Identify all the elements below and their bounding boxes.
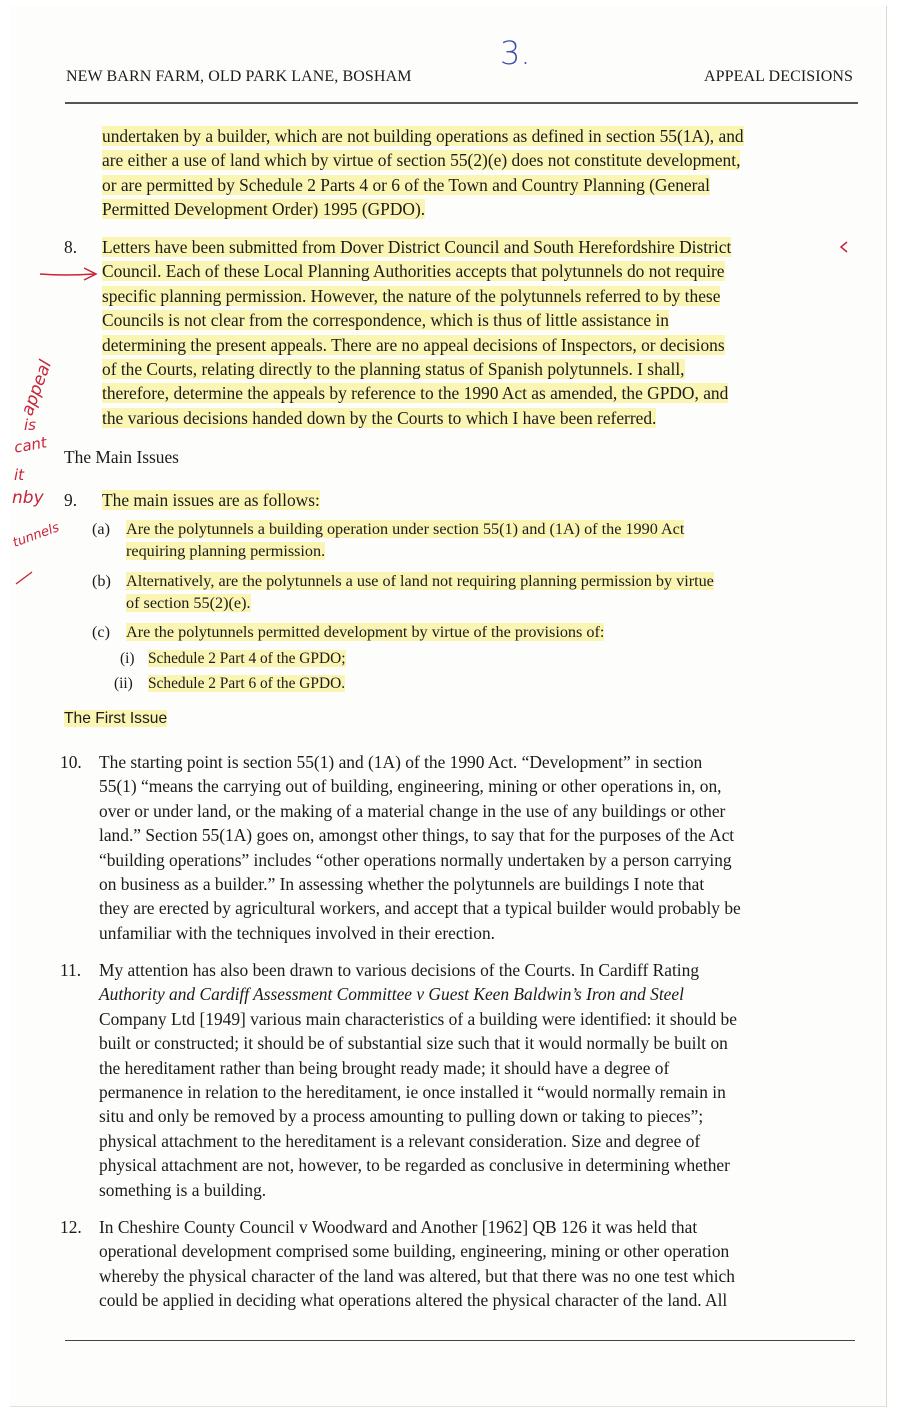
para11-line: Authority and Cardiff Assessment Committee v Guest Keen Baldwin’s Iron and Steel — [99, 984, 684, 1005]
para10-number: 10. — [60, 752, 82, 772]
para8-line: specific planning permission. However, the nature of the polytunnels referred to by these — [102, 285, 721, 306]
para7-line: or are permitted by Schedule 2 Parts 4 or 6 of the Town and Country Planning (General — [102, 174, 710, 195]
para11-line: something is a building. — [99, 1179, 267, 1200]
para8-line: Councils is not clear from the correspondence, which is thus of little assistance in — [102, 310, 669, 331]
para7-line: Permitted Development Order) 1995 (GPDO). — [102, 199, 426, 220]
para10-line: they are erected by agricultural workers, and accept that a typical builder would probably be — [99, 898, 741, 919]
annotation-word: is — [24, 416, 36, 434]
handwritten-page-number: 3. — [500, 34, 531, 72]
para10-line: on business as a builder.” In assessing whether the polytunnels are buildings I note that — [99, 874, 705, 895]
issue-tag: (b) — [92, 572, 111, 590]
annotation-word: appeal — [17, 357, 57, 419]
header-site-name: NEW BARN FARM, OLD PARK LANE, BOSHAM — [66, 68, 412, 85]
heading-main-issues: The Main Issues — [64, 447, 179, 467]
para11-line: physical attachment to the hereditament is a relevant consideration. Size and degree of — [99, 1130, 701, 1151]
para9-intro-text: The main issues are as follows: — [102, 490, 320, 510]
issue-tag: (a) — [92, 520, 110, 538]
issue-line: of section 55(2)(e). — [126, 594, 251, 612]
annotation-word: tunnels — [10, 520, 62, 551]
para10-line: over or under land, or the making of a material change in the use of any buildings or other — [99, 800, 726, 821]
para8-line: the various decisions handed down by the Courts to which I have been referred. — [102, 407, 657, 428]
annotation-word: nby — [12, 488, 44, 508]
para11-number: 11. — [60, 960, 82, 980]
para10-line: “building operations” includes “other operations normally undertaken by a person carrying — [99, 849, 732, 870]
annotation-word: cant — [12, 433, 49, 457]
para11-line: the hereditament rather than being brought ready made; it should have a degree of — [99, 1057, 670, 1078]
para10-line: unfamiliar with the techniques involved in their erection. — [99, 922, 496, 943]
para8-line: Letters have been submitted from Dover District Council and South Herefordshire District — [102, 237, 732, 257]
annotation-strokes — [10, 6, 886, 1406]
margin-tick-icon — [841, 242, 847, 252]
issue-line: Are the polytunnels a building operation under section 55(1) and (1A) of the 1990 Act — [126, 520, 685, 538]
issue-line: Are the polytunnels permitted development by virtue of the provisions of: — [126, 623, 605, 641]
para12-line: operational development comprised some building, engineering, mining or other operation — [99, 1241, 730, 1262]
para10-line: 55(1) “means the carrying out of building, engineering, mining or other operations in, on, — [99, 776, 722, 797]
para7-line: undertaken by a builder, which are not building operations as defined in section 55(1A), and — [102, 126, 744, 146]
para11-line: situ and only be removed by a process amounting to pulling down or taking to pieces”; — [99, 1106, 704, 1127]
issue-line: Alternatively, are the polytunnels a use of land not requiring planning permission by virtue — [126, 572, 714, 590]
annotation-arrow-icon — [40, 274, 94, 275]
para12-line: could be applied in deciding what operations altered the physical character of the land. All — [99, 1290, 728, 1311]
para11-line: Company Ltd [1949] various main characteristics of a building were identified: it should be — [99, 1008, 737, 1029]
heading-first-issue-text: The First Issue — [64, 710, 168, 727]
para8-line: of the Courts, relating directly to the planning status of Spanish polytunnels. I shall, — [102, 359, 685, 380]
subitem-tag: (ii) — [114, 675, 133, 692]
annotation-word: it — [14, 466, 25, 484]
document-page — [10, 6, 887, 1407]
para8-line: determining the present appeals. There are no appeal decisions of Inspectors, or decisions — [102, 334, 725, 355]
para9-number: 9. — [64, 490, 78, 510]
para11-line: My attention has also been drawn to various decisions of the Courts. In Cardiff Rating — [99, 960, 700, 980]
para8-line: Council. Each of these Local Planning Authorities accepts that polytunnels do not require — [102, 261, 725, 282]
para11-line: permanence in relation to the hereditament, ie once installed it “would normally remain in — [99, 1082, 726, 1103]
subitem-line: Schedule 2 Part 4 of the GPDO; — [148, 650, 346, 667]
para8-number: 8. — [64, 237, 78, 257]
para12-number: 12. — [60, 1217, 82, 1237]
para8-line: therefore, determine the appeals by reference to the 1990 Act as amended, the GPDO, and — [102, 383, 729, 404]
subitem-tag: (i) — [120, 650, 135, 667]
header-document-type: APPEAL DECISIONS — [704, 68, 854, 85]
para11-line: built or constructed; it should be of substantial size such that it would normally be built on — [99, 1033, 728, 1054]
para10-line: The starting point is section 55(1) and (1A) of the 1990 Act. “Development” in section — [99, 752, 703, 772]
para12-line: whereby the physical character of the land was altered, but that there was no one test which — [99, 1265, 735, 1286]
annotation-dash-icon — [16, 572, 32, 584]
subitem-line: Schedule 2 Part 6 of the GPDO. — [148, 675, 346, 692]
issue-tag: (c) — [92, 623, 110, 641]
issue-line: requiring planning permission. — [126, 542, 326, 560]
para7-line: are either a use of land which by virtue of section 55(2)(e) does not constitute development, — [102, 150, 741, 171]
para12-line: In Cheshire County Council v Woodward and Another [1962] QB 126 it was held that — [99, 1217, 698, 1237]
para11-line: physical attachment are not, however, to be regarded as conclusive in determining whether — [99, 1155, 730, 1176]
para10-line: land.” Section 55(1A) goes on, amongst other things, to say that for the purposes of the Act — [99, 825, 735, 846]
